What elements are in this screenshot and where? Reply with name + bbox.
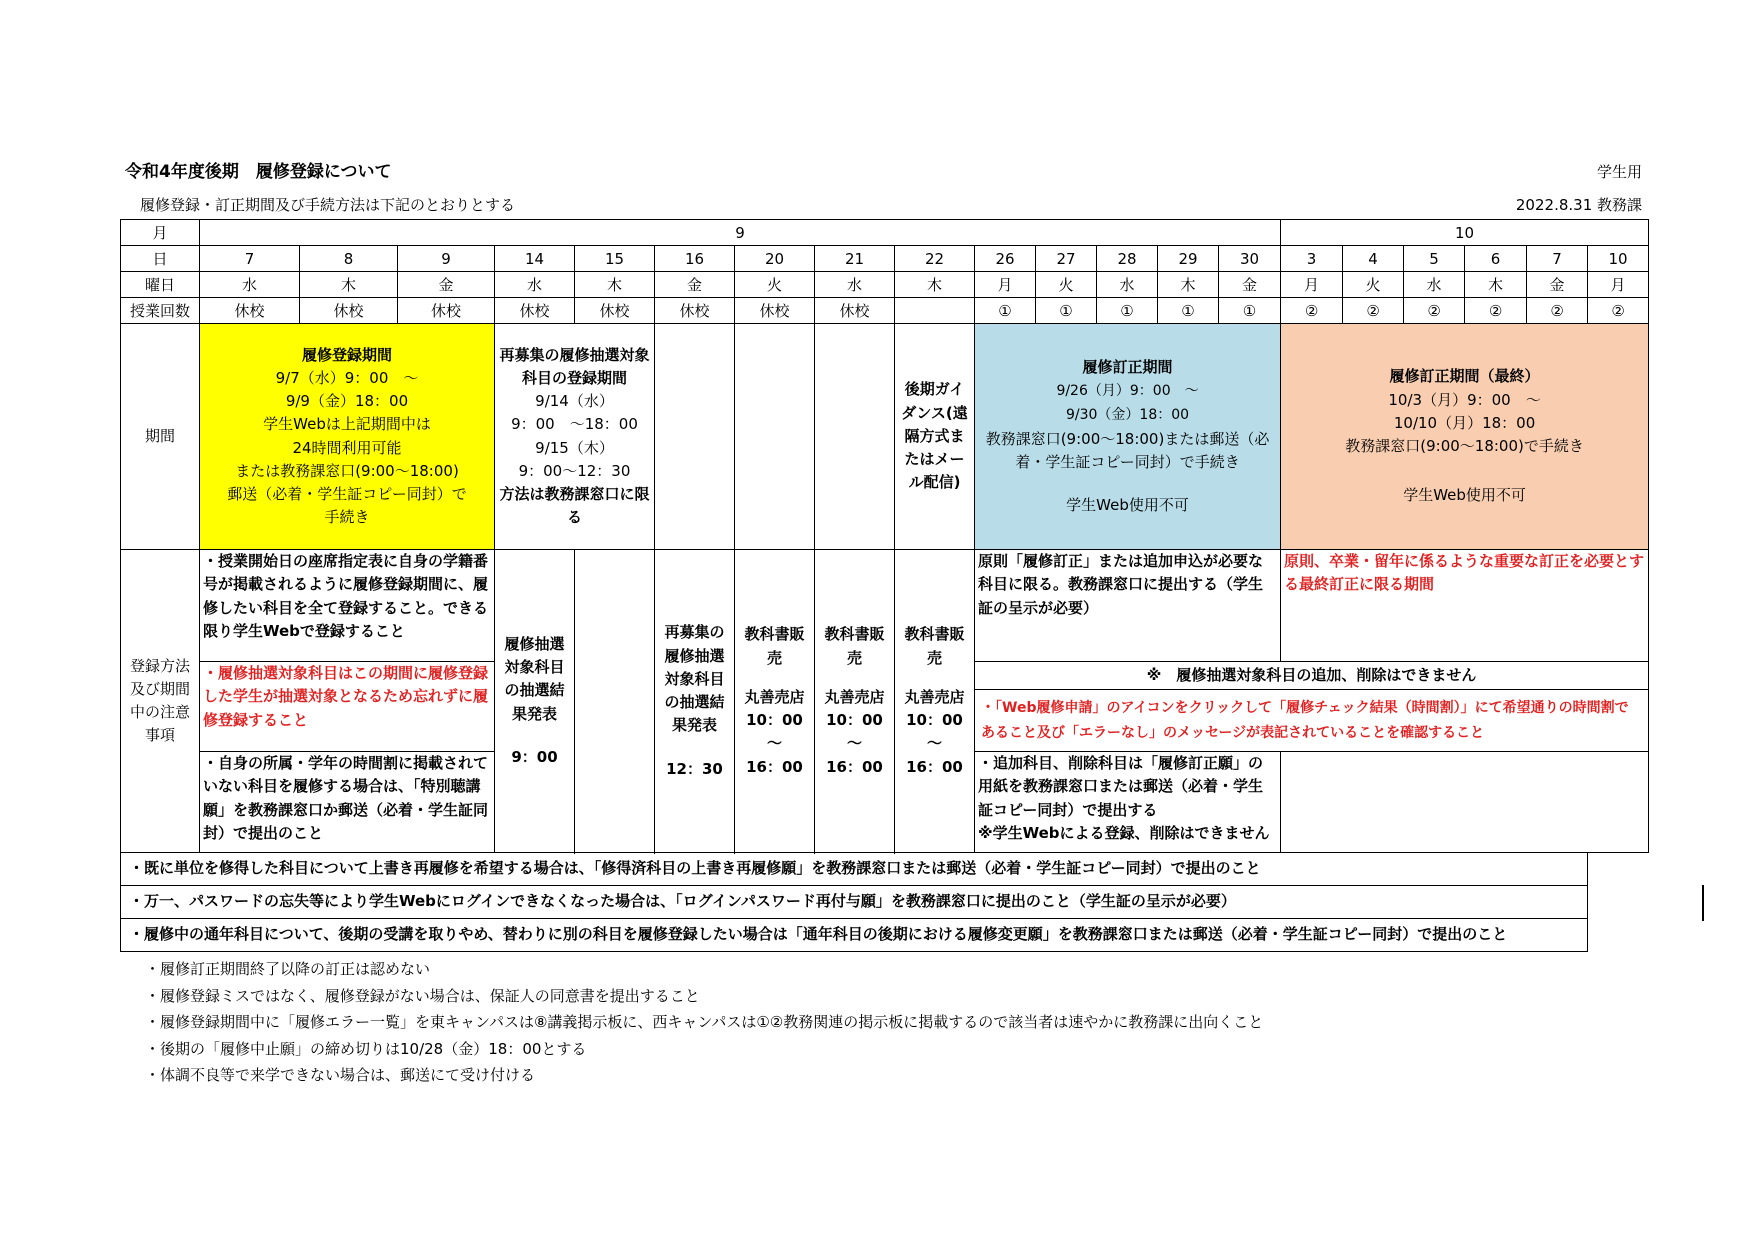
- class-count-cell: 休校: [815, 298, 895, 324]
- note-item: ・履修登録期間中に「履修エラー一覧」を東キャンパスは⑧講義掲示板に、西キャンパスは①②教務関連の掲示板に掲載するので該当者は速やかに教務課に出向くこと: [145, 1013, 1264, 1031]
- classes-label: 授業回数: [121, 298, 200, 324]
- class-count-cell: ②: [1465, 298, 1527, 324]
- day-cell: 15: [575, 246, 655, 272]
- notes-list: [145, 956, 1263, 1089]
- weekday-cell: 金: [1219, 272, 1281, 298]
- page-title: 令和4年度後期 履修登録について: [125, 162, 392, 182]
- textbook-sale-to: 16：00: [746, 757, 803, 776]
- class-count-cell: ②: [1588, 298, 1649, 324]
- method-note-register: ・授業開始日の座席指定表に自身の学籍番号が掲載されるように履修登録期間に、履修したい科目を全て登録すること。できる限り学生Webで登録すること: [200, 550, 495, 662]
- issued-date: 2022.8.31 教務課: [1515, 196, 1642, 214]
- final-correction-line: 教務課窓口(9:00～18:00)で手続き: [1345, 437, 1584, 456]
- correction-period-title: 履修訂正期間: [1082, 357, 1173, 376]
- day-cell: 9: [398, 246, 495, 272]
- weekday-cell: 木: [575, 272, 655, 298]
- day-cell: 14: [495, 246, 575, 272]
- add-drop-note: ・追加科目、削除科目は「履修訂正願」の用紙を教務課窓口または郵送（必着・学生証コピー同封）で提出する: [978, 754, 1264, 819]
- correction-period-line: 9/30（金）18：00: [1065, 407, 1190, 424]
- relottery-result-time: 12：30: [666, 759, 723, 778]
- textbook-sale-cell: [895, 550, 975, 853]
- class-count-cell: ②: [1527, 298, 1588, 324]
- day-label: 日: [121, 246, 200, 272]
- method-empty-cell: [1281, 752, 1649, 853]
- textbook-sale-to: 16：00: [906, 757, 963, 776]
- weekday-cell: 木: [895, 272, 975, 298]
- registration-period-line: 郵送（必着・学生証コピー同封）で: [227, 485, 467, 503]
- class-count-cell: 休校: [655, 298, 735, 324]
- final-correction-method-note: 原則、卒業・留年に係るような重要な訂正を必要とする最終訂正に限る期間: [1281, 550, 1649, 662]
- reentry-period-line: 9：00～12：30: [518, 461, 631, 480]
- month-10: 10: [1281, 220, 1649, 246]
- correction-method-note: 原則「履修訂正」または追加申込が必要な科目に限る。教務課窓口に提出する（学生証の呈示が必要）: [975, 550, 1281, 662]
- class-count-cell: 休校: [300, 298, 398, 324]
- weekday-cell: 木: [300, 272, 398, 298]
- reentry-period-note: 方法は教務課窓口に限る: [499, 485, 650, 527]
- weekday-cell: 金: [1527, 272, 1588, 298]
- textbook-sale-tilde: ～: [846, 734, 862, 753]
- intro-text: 履修登録・訂正期間及び手続方法は下記のとおりとする: [140, 196, 516, 214]
- class-count-cell: 休校: [200, 298, 300, 324]
- class-count-cell: ②: [1343, 298, 1404, 324]
- period-empty-cell: [815, 324, 895, 550]
- day-cell: 27: [1036, 246, 1097, 272]
- registration-period-line: または教務課窓口(9:00～18:00): [235, 461, 459, 480]
- day-cell: 28: [1097, 246, 1158, 272]
- weekday-cell: 水: [1404, 272, 1465, 298]
- lottery-result-time: 9：00: [511, 747, 558, 766]
- registration-period-line: 9/7（水）9：00 ～: [275, 368, 419, 387]
- textbook-sale-from: 10：00: [826, 711, 883, 729]
- lottery-result-cell: [495, 550, 575, 853]
- textbook-sale-store: 丸善売店: [824, 687, 885, 706]
- class-count-cell: 休校: [495, 298, 575, 324]
- day-cell: 5: [1404, 246, 1465, 272]
- final-correction-line: 10/3（月）9：00 ～: [1388, 390, 1541, 409]
- textbook-sale-from: 10：00: [906, 711, 963, 729]
- textbook-sale-to: 16：00: [826, 757, 883, 776]
- class-count-cell: ②: [1281, 298, 1343, 324]
- guidance-cell: 後期ガイダンス(遠隔方式またはメール配信): [895, 324, 975, 550]
- textbook-sale-store: 丸善売店: [744, 687, 805, 706]
- registration-period-cell: [200, 324, 495, 550]
- weekday-cell: 月: [1281, 272, 1343, 298]
- day-cell: 4: [1343, 246, 1404, 272]
- text-cursor-mark: [1702, 885, 1704, 921]
- yearlong-note: ・履修中の通年科目について、後期の受講を取りやめ、替わりに別の科目を履修登録したい場合は「通年科目の後期における履修変更願」を教務課窓口または郵送（必着・学生証コピー同封）で提出のこと: [121, 919, 1588, 952]
- weekday-cell: 金: [655, 272, 735, 298]
- method-label: 登録方法及び期間中の注意事項: [121, 550, 200, 853]
- month-label: 月: [121, 220, 200, 246]
- day-cell: 20: [735, 246, 815, 272]
- weekday-label: 曜日: [121, 272, 200, 298]
- lottery-result-title: 履修抽選対象科目の抽選結果発表: [504, 634, 565, 723]
- weekday-cell: 火: [735, 272, 815, 298]
- reentry-period-title: 再募集の履修抽選対象科目の登録期間: [499, 345, 650, 387]
- weekday-cell: 水: [495, 272, 575, 298]
- note-item: ・履修登録ミスではなく、履修登録がない場合は、保証人の同意書を提出すること: [145, 986, 700, 1005]
- note-item: ・履修訂正期間終了以降の訂正は認めない: [145, 960, 431, 978]
- class-count-cell: ①: [1097, 298, 1158, 324]
- day-cell: 30: [1219, 246, 1281, 272]
- weekday-cell: 水: [200, 272, 300, 298]
- weekday-cell: 火: [1036, 272, 1097, 298]
- weekday-cell: 金: [398, 272, 495, 298]
- weekday-cell: 月: [975, 272, 1036, 298]
- period-label: 期間: [121, 324, 200, 550]
- day-cell: 22: [895, 246, 975, 272]
- schedule-table: [120, 219, 1649, 952]
- correction-period-cell: [975, 324, 1281, 550]
- add-drop-web-note: ※学生Webによる登録、削除はできません: [978, 823, 1270, 842]
- day-cell: 7: [1527, 246, 1588, 272]
- day-cell: 3: [1281, 246, 1343, 272]
- class-count-cell: ②: [1404, 298, 1465, 324]
- final-correction-line: 10/10（月）18：00: [1393, 413, 1536, 432]
- textbook-sale-title: 教科書販売: [744, 625, 805, 667]
- relottery-result-title: 再募集の履修抽選対象科目の抽選結果発表: [664, 623, 725, 735]
- reentry-period-line: 9/14（水）: [535, 392, 614, 410]
- class-count-cell: [895, 298, 975, 324]
- class-count-cell: 休校: [398, 298, 495, 324]
- class-count-cell: ①: [1219, 298, 1281, 324]
- final-correction-web-note: 学生Web使用不可: [1403, 486, 1526, 505]
- reentry-period-cell: [495, 324, 655, 550]
- no-change-notice: ※ 履修抽選対象科目の追加、削除はできません: [975, 662, 1648, 690]
- class-count-cell: 休校: [735, 298, 815, 324]
- day-cell: 16: [655, 246, 735, 272]
- reentry-period-line: 9：00 ～18：00: [511, 415, 638, 434]
- method-note-special: ・自身の所属・学年の時間割に掲載されていない科目を履修する場合は、「特別聴講願」を教務課窓口か郵送（必着・学生証同封）で提出のこと: [200, 752, 495, 853]
- day-cell: 8: [300, 246, 398, 272]
- relottery-result-cell: [655, 550, 735, 853]
- weekday-cell: 水: [815, 272, 895, 298]
- add-drop-cell: [975, 752, 1281, 853]
- audience-label: 学生用: [1596, 163, 1642, 181]
- password-note: ・万一、パスワードの忘失等により学生Webにログインできなくなった場合は、「ログインパスワード再付与願」を教務課窓口に提出のこと（学生証の呈示が必要）: [121, 886, 1588, 919]
- period-empty-cell: [655, 324, 735, 550]
- textbook-sale-tilde: ～: [926, 734, 942, 753]
- weekday-cell: 水: [1097, 272, 1158, 298]
- class-count-cell: ①: [975, 298, 1036, 324]
- note-item: ・体調不良等で来学できない場合は、郵送にて受け付ける: [145, 1066, 536, 1084]
- textbook-sale-cell: [735, 550, 815, 853]
- period-empty-cell: [735, 324, 815, 550]
- textbook-sale-cell: [815, 550, 895, 853]
- correction-period-body: 教務課窓口(9:00～18:00)または郵送（必着・学生証コピー同封）で手続き: [985, 429, 1270, 471]
- correction-period-line: 9/26（月）9：00 ～: [1056, 382, 1199, 399]
- registration-period-line: 学生Webは上記期間中は: [263, 415, 431, 434]
- registration-period-line: 24時間利用可能: [292, 438, 402, 457]
- final-correction-title: 履修訂正期間（最終）: [1389, 367, 1540, 386]
- textbook-sale-store: 丸善売店: [904, 687, 965, 706]
- registration-period-line: 9/9（金）18：00: [285, 392, 409, 410]
- day-cell: 26: [975, 246, 1036, 272]
- month-9: 9: [200, 220, 1281, 246]
- weekday-cell: 火: [1343, 272, 1404, 298]
- day-cell: 7: [200, 246, 300, 272]
- method-note-lottery: ・履修抽選対象科目はこの期間に履修登録した学生が抽選対象となるため忘れずに履修登録すること: [200, 662, 495, 752]
- textbook-sale-tilde: ～: [766, 734, 782, 753]
- class-count-cell: ①: [1036, 298, 1097, 324]
- textbook-sale-from: 10：00: [746, 711, 803, 729]
- correction-web-note: 学生Web使用不可: [1066, 496, 1189, 515]
- day-cell: 21: [815, 246, 895, 272]
- retake-note: ・既に単位を修得した科目について上書き再履修を希望する場合は、「修得済科目の上書き再履修願」を教務課窓口または郵送（必着・学生証コピー同封）で提出のこと: [121, 853, 1588, 886]
- note-item: ・後期の「履修中止願」の締め切りは10/28（金）18：00とする: [145, 1039, 587, 1058]
- class-count-cell: 休校: [575, 298, 655, 324]
- registration-period-title: 履修登録期間: [301, 345, 392, 364]
- method-empty-cell: [575, 550, 655, 853]
- textbook-sale-title: 教科書販売: [904, 625, 965, 667]
- day-cell: 29: [1158, 246, 1219, 272]
- final-correction-cell: [1281, 324, 1649, 550]
- web-check-notice: ・「Web履修申請」のアイコンをクリックして「履修チェック結果（時間割）」にて希望通りの時間割であること及び「エラーなし」のメッセージが表記されていることを確認すること: [981, 700, 1629, 741]
- day-cell: 6: [1465, 246, 1527, 272]
- weekday-cell: 月: [1588, 272, 1649, 298]
- textbook-sale-title: 教科書販売: [824, 625, 885, 667]
- weekday-cell: 木: [1158, 272, 1219, 298]
- registration-period-line: 手続き: [324, 508, 370, 527]
- class-count-cell: ①: [1158, 298, 1219, 324]
- reentry-period-line: 9/15（木）: [535, 438, 614, 457]
- day-cell: 10: [1588, 246, 1649, 272]
- weekday-cell: 木: [1465, 272, 1527, 298]
